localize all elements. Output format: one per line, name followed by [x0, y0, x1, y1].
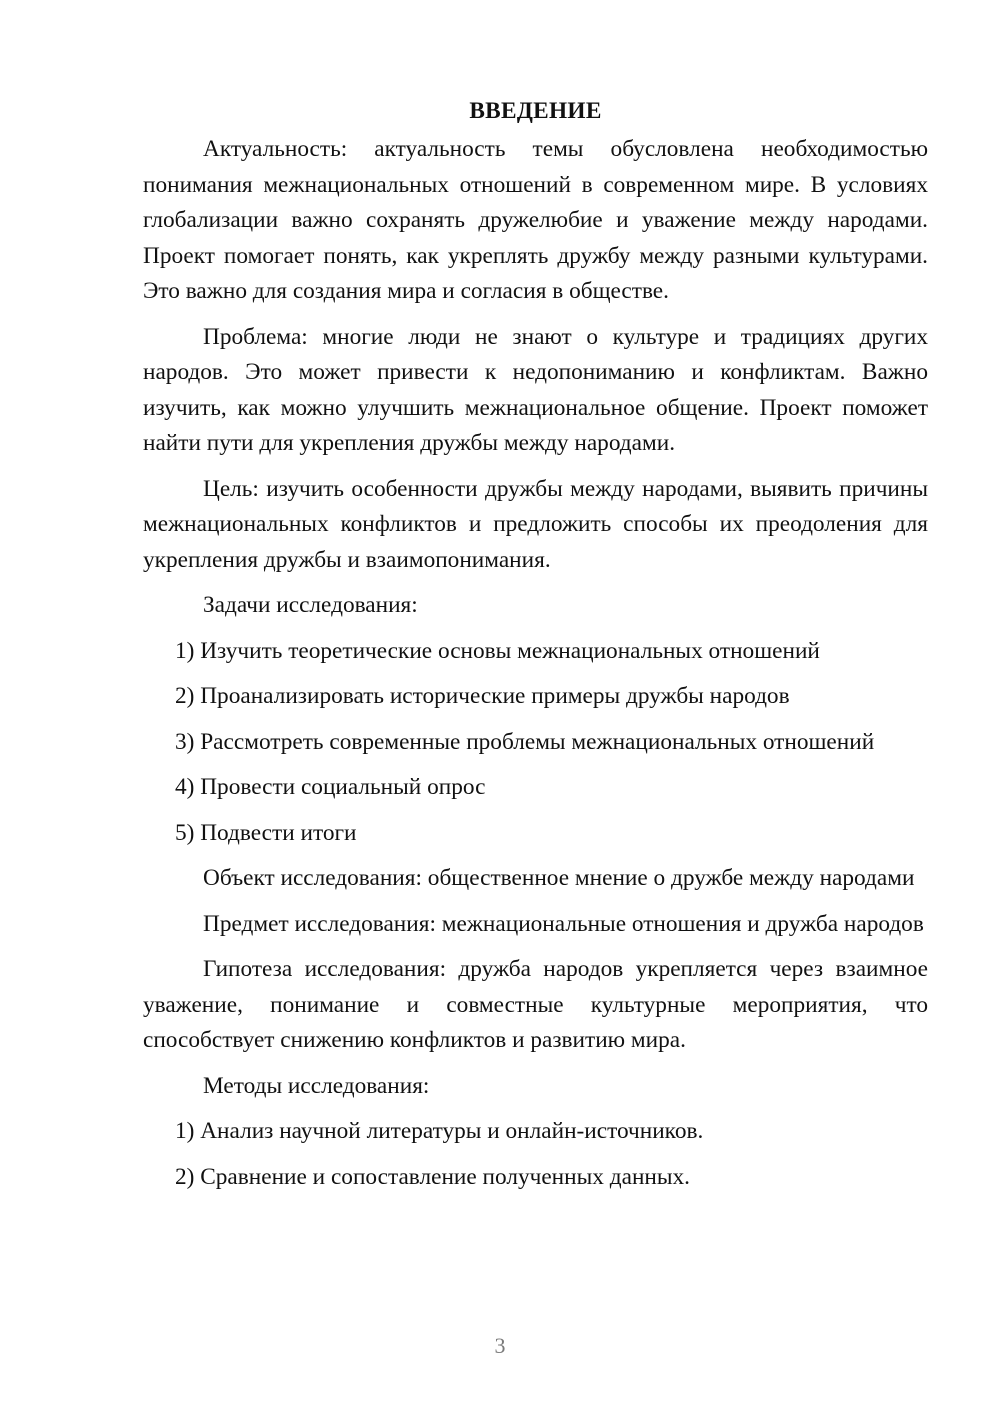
paragraph-hypothesis: Гипотеза исследования: дружба народов укрепляется через взаимное уважение, понимание и совместные культурные мероприятия, что способствует снижению конфликтов и развитию мира.: [143, 956, 928, 1053]
methods-heading: Методы исследования:: [203, 1072, 430, 1099]
task-item-5: 5) Подвести итоги: [175, 819, 357, 846]
paragraph-goal: Цель: изучить особенности дружбы между народами, выявить причины межнациональных конфликтов и предложить способы их преодоления для укрепления дружбы и взаимопонимания.: [143, 475, 928, 573]
task-item-3: 3) Рассмотреть современные проблемы межнациональных отношений: [175, 728, 875, 755]
section-title: ВВЕДЕНИЕ: [469, 98, 602, 124]
task-item-2: 2) Проанализировать исторические примеры дружбы народов: [175, 683, 790, 709]
task-item-1: 1) Изучить теоретические основы межнациональных отношений: [175, 637, 820, 664]
paragraph-problem: Проблема: многие люди не знают о культуре и традициях других народов. Это может привести к недопониманию и конфликтам. Важно изучить, как можно улучшить межнациональное общение. Проект поможет найти пути для укрепления дружбы между народами.: [143, 323, 928, 456]
page-number: 3: [494, 1333, 506, 1358]
paragraph-subject: Предмет исследования: межнациональные отношения и дружба народов: [203, 910, 924, 937]
paragraph-object: Объект исследования: общественное мнение о дружбе между народами: [203, 865, 915, 891]
methods-list: [143, 1114, 928, 1195]
tasks-heading: Задачи исследования:: [203, 592, 418, 618]
page-content: [143, 96, 928, 1205]
method-item-1: 1) Анализ научной литературы и онлайн-источников.: [175, 1118, 704, 1144]
task-item-4: 4) Провести социальный опрос: [175, 774, 486, 800]
tasks-list: [143, 634, 928, 852]
paragraph-relevance: Актуальность: актуальность темы обусловлена необходимостью понимания межнациональных отношений в современном мире. В условиях глобализации важно сохранять дружелюбие и уважение между народами. Проект помогает понять, как укреплять дружбу между разными культурами. Это важно для создания мира и согласия в обществе.: [143, 136, 928, 304]
method-item-2: 2) Сравнение и сопоставление полученных данных.: [175, 1163, 690, 1190]
